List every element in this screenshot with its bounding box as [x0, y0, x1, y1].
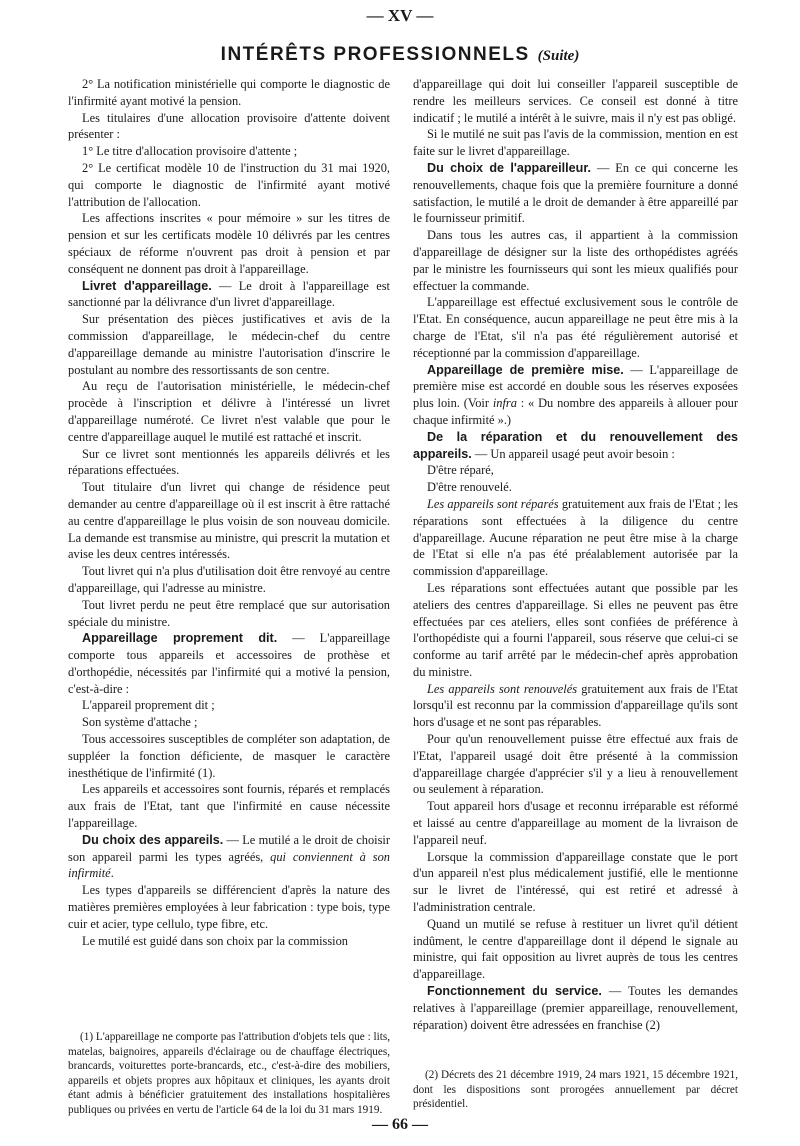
- paragraph: Son système d'attache ;: [82, 715, 198, 730]
- paragraph: [413, 681, 738, 731]
- section-heading: Livret d'appareillage.: [82, 278, 212, 293]
- section-heading: Du choix des appareils.: [82, 832, 224, 847]
- paragraph: Tout titulaire d'un livret qui change de résidence peut demander au centre d'appareillage où il est inscrit à être rattaché au centre d'appareillage le plus voisin de son nouveau domicile. La demande est transmise au ministre, qui prescrit la mutation et avise les deux centres intéressés.: [68, 480, 390, 562]
- paragraph: 2° La notification ministérielle qui comporte le diagnostic de l'infirmité ayant motivé la pension.: [68, 77, 390, 108]
- section-text: — Le droit à l'appareillage est sanctionné par la délivrance d'un livret d'appareillage.: [68, 278, 390, 310]
- paragraph: D'être renouvelé.: [427, 480, 512, 495]
- paragraph: D'être réparé,: [427, 463, 494, 478]
- section-text: — L'appareillage de première mise est accordé en double sous les réserves exposées plus loin. (Voir: [413, 362, 738, 411]
- page-title-suite: (Suite): [537, 48, 580, 64]
- paragraph: Si le mutilé ne suit pas l'avis de la commission, mention en est faite sur le livret d'appareillage.: [413, 127, 738, 159]
- footnote-text: (2) Décrets des 21 décembre 1919, 24 mars 1921, 15 décembre 1921, dont les dispositions sont prorogées annuellement par décret présidentiel.: [413, 1069, 738, 1111]
- section-premiere-mise: [413, 362, 738, 429]
- paragraph: Tout appareil hors d'usage et reconnu irréparable est réformé et laissé au centre d'appareillage au moment de la livraison de l'appareil neuf.: [413, 799, 738, 847]
- section-fonctionnement: [413, 983, 738, 1033]
- paragraph-text: gratuitement aux frais de l'Etat ; les réparations sont effectuées à la diligence du centre d'appareillage. Aucune réparation ne peut être mise à la charge de l'Etat si elle n'a pas été préalablement autorisée par la commission d'appareillage.: [413, 496, 738, 579]
- section-choix-appareilleur: [413, 160, 738, 227]
- paragraph: L'appareil proprement dit ;: [82, 698, 215, 713]
- page-title-main: INTÉRÊTS PROFESSIONNELS: [220, 44, 530, 65]
- paragraph: Au reçu de l'autorisation ministérielle, le médecin-chef procède à l'inscription et délivre à l'intéressé un livret d'appareillage numéroté. Ce livret n'est valable que pour le centre d'appareillage auquel le mutilé est rattaché et inscrit.: [68, 379, 390, 444]
- italic-lead: Les appareils sont renouvelés: [427, 681, 578, 696]
- paragraph: Les appareils et accessoires sont fournis, réparés et remplacés aux frais de l'Etat, tant que l'infirmité en cause nécessite l'appareillage.: [68, 782, 390, 831]
- section-text: — Toutes les demandes relatives à l'appareillage (premier appareillage, renouvellement, réparation) doivent être adressées en franchise (2): [413, 984, 738, 1032]
- paragraph: d'appareillage qui doit lui conseiller l'appareil susceptible de rendre les meilleurs services. Ce conseil est donné à titre indicatif ; le mutilé a intérêt à le suivre, mais il n'y est pas obligé.: [413, 77, 738, 125]
- section-text: — En ce qui concerne les renouvellements, chaque fois que la première fourniture a donné satisfaction, le mutilé a le droit de demander à être appareillé par le fournisseur primitif.: [413, 160, 738, 226]
- section-appareillage: [68, 630, 390, 697]
- section-text-italic: infra: [492, 396, 517, 411]
- section-heading: Appareillage proprement dit.: [82, 631, 278, 646]
- right-column: [413, 76, 738, 1033]
- paragraph: Pour qu'un renouvellement puisse être effectué aux frais de l'Etat, l'appareil usagé doit être présenté à la commission d'appareillage chargée d'apprécier s'il y a lieu à renouvellement ou seulement à réparation.: [413, 732, 738, 797]
- footnote-1: [68, 1030, 390, 1118]
- section-reparation: [413, 429, 738, 463]
- section-text: .: [110, 866, 114, 881]
- paragraph: Dans tous les autres cas, il appartient à la commission d'appareillage de désigner sur la liste des orthopédistes agréés par le ministre les fournisseurs qui sont les mieux qualifiés pour effectuer la commande.: [413, 228, 738, 293]
- section-heading: Fonctionnement du service.: [427, 984, 602, 999]
- paragraph: 2° Le certificat modèle 10 de l'instruction du 31 mai 1920, qui comporte le diagnostic de l'infirmité ayant motivé l'attribution de l'allocation.: [68, 160, 390, 209]
- paragraph-text: gratuitement aux frais de l'Etat lorsqu'il est reconnu par la commission d'appareillage qu'ils sont hors d'usage et ne sont pas réparables.: [413, 681, 738, 730]
- paragraph: Les affections inscrites « pour mémoire » sur les titres de pension et sur les certificats modèle 10 délivrés par les centres spéciaux de réforme n'ouvrent pas droit à pension et par conséquent ne donnent pas droit à l'appareillage.: [68, 211, 390, 276]
- footnote-2: [413, 1068, 738, 1112]
- paragraph: L'appareillage est effectué exclusivement sous le contrôle de l'Etat. En conséquence, aucun appareillage ne peut être mis à la charge de l'Etat, s'il n'a pas été régulièrement autorisé et réceptionné par la commission d'appareillage.: [413, 295, 738, 360]
- page-number: — 66 —: [372, 1116, 428, 1133]
- paragraph: Lorsque la commission d'appareillage constate que le port d'un appareil n'est plus médicalement justifié, elle le mentionne sur le livret de l'intéressé, qui est retiré et adressé à l'administration centrale.: [413, 849, 738, 915]
- left-column: [68, 76, 390, 949]
- paragraph: 1° Le titre d'allocation provisoire d'attente ;: [82, 144, 298, 159]
- section-heading: De la réparation et du renouvellement des appareils.: [413, 429, 738, 461]
- paragraph: Le mutilé est guidé dans son choix par la commission: [82, 933, 349, 948]
- paragraph: Sur présentation des pièces justificatives et avis de la commission d'appareillage, le médecin-chef du centre d'appareillage demande au ministre l'autorisation d'inscrire le postulant au nombre des ressortissants de son centre.: [68, 312, 390, 377]
- section-text: — Le mutilé a le droit de choisir son appareil parmi les types agréés,: [68, 832, 390, 864]
- paragraph: Tout livret perdu ne peut être remplacé que sur autorisation spéciale du ministre.: [68, 597, 390, 629]
- section-text: : « Du nombre des appareils à allouer pour chaque infirmité ».): [413, 396, 738, 427]
- paragraph: Les types d'appareils se différencient d'après la nature des matières premières employées à leur fabrication : type bois, type cuir et acier, type cellulo, type fibre, etc.: [68, 883, 390, 931]
- footnote-text: (1) L'appareillage ne comporte pas l'attribution d'objets tels que : lits, matelas, baignoires, appareils d'éclairage ou de chauffage électriques, brancards, voiturettes porte-brancards, etc., c'est-à-dire des mobiliers, appareils et objets propres aux hôpitaux et cliniques, les ayants droit étant admis à bénéficier gratuitement des installations hospitalières publiques ou privées en vertu de l'article 64 de la loi du 31 mars 1919.: [68, 1031, 390, 1116]
- paragraph: [413, 496, 738, 580]
- section-text: — Un appareil usagé peut avoir besoin :: [471, 446, 675, 461]
- section-heading: Appareillage de première mise.: [427, 362, 624, 377]
- italic-lead: Les appareils sont réparés: [427, 496, 559, 511]
- paragraph: Les titulaires d'une allocation provisoire d'attente doivent présenter :: [68, 110, 390, 142]
- paragraph: Tout livret qui n'a plus d'utilisation doit être renvoyé au centre d'appareillage, qui l'adresse au ministre.: [68, 564, 390, 595]
- roman-page-number: — XV —: [366, 6, 434, 25]
- section-heading: Du choix de l'appareilleur.: [427, 160, 592, 175]
- paragraph: Sur ce livret sont mentionnés les appareils délivrés et les réparations effectuées.: [68, 446, 390, 478]
- section-text: — L'appareillage comporte tous appareils et accessoires de prothèse et d'orthopédie, nécessités par l'infirmité qui a motivé la pension, c'est-à-dire :: [68, 631, 390, 696]
- page-title: [0, 44, 800, 66]
- section-choix-appareils: [68, 832, 390, 882]
- section-livret: [68, 278, 390, 312]
- paragraph: Quand un mutilé se refuse à restituer un livret qu'il détient indûment, le centre d'appareillage dont il dépend le signale au ministre, qui fait opposition au livret auprès de tous les centres d'appareillage.: [413, 916, 738, 982]
- paragraph: Tous accessoires susceptibles de compléter son adaptation, de suppléer la fonction déficiente, de masquer le caractère inesthétique de l'infirmité (1).: [68, 732, 390, 780]
- paragraph: Les réparations sont effectuées autant que possible par les ateliers des centres d'appareillage. Si elles ne peuvent pas être effectuées par ces ateliers, elles sont confiées de préférence à l'orthopédiste qui a fourni l'appareil, sous réserve que celui-ci se conforme au tarif arrêté par le médecin-chef après approbation du ministre.: [413, 580, 738, 679]
- section-text-italic: qui conviennent à son infirmité: [68, 849, 390, 881]
